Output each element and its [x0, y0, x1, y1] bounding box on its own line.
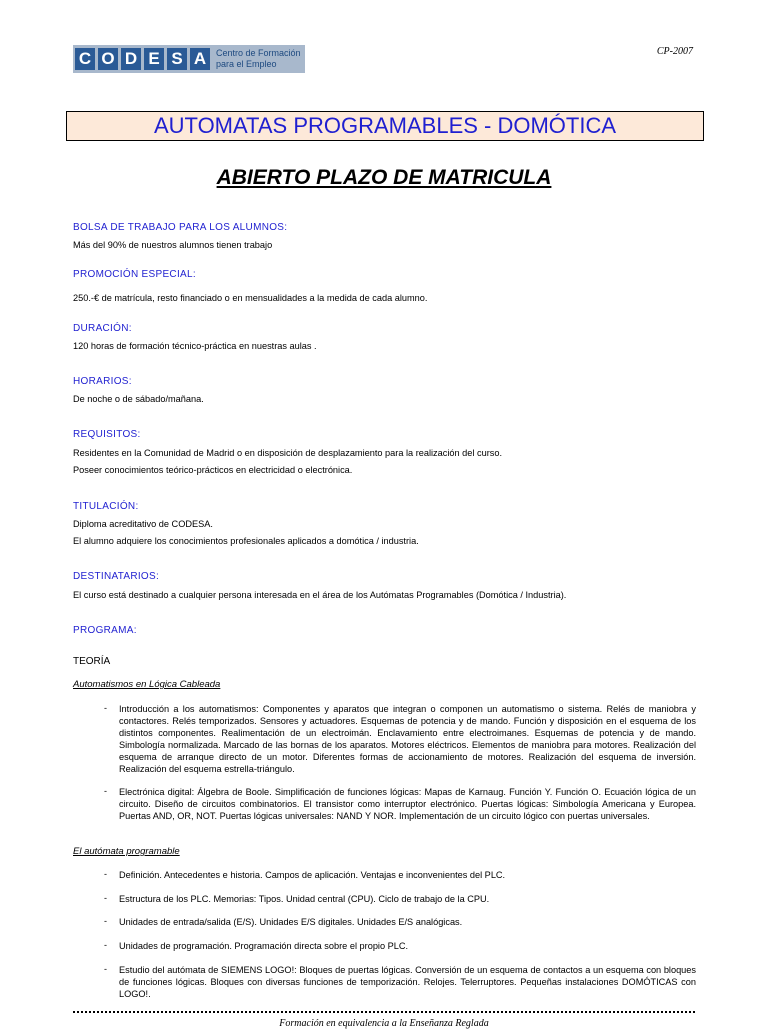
section-text-bolsa: Más del 90% de nuestros alumnos tienen trabajo [73, 240, 273, 250]
bullet: - [104, 916, 107, 926]
bullet: - [104, 964, 107, 974]
logo-letter: S [167, 48, 187, 70]
page-title: AUTOMATAS PROGRAMABLES - DOMÓTICA [66, 111, 704, 141]
section-heading-bolsa: BOLSA DE TRABAJO PARA LOS ALUMNOS: [73, 222, 288, 233]
section-heading-promocion: PROMOCIÓN ESPECIAL: [73, 269, 196, 280]
section-heading-horarios: HORARIOS: [73, 376, 132, 387]
footer-text: Formación en equivalencia a la Enseñanza Reglada [279, 1018, 489, 1029]
logo-letter: O [98, 48, 118, 70]
logo-letter: E [144, 48, 164, 70]
logo-subtitle-line-2: para el Empleo [216, 59, 277, 69]
section-heading-programa: PROGRAMA: [73, 625, 137, 636]
footer-divider [73, 1011, 695, 1013]
section-heading-destinatarios: DESTINATARIOS: [73, 571, 160, 582]
bullet: - [104, 786, 107, 796]
section-text-requisitos-2: Poseer conocimientos teórico-prácticos en electricidad o electrónica. [73, 465, 353, 475]
section-text-promocion: 250.-€ de matrícula, resto financiado o en mensualidades a la medida de cada alumno. [73, 293, 428, 303]
list-item: Definición. Antecedentes e historia. Campos de aplicación. Ventajas e inconvenientes del PLC. [119, 870, 506, 880]
list-item: Estructura de los PLC. Memorias: Tipos. Unidad central (CPU). Ciclo de trabajo de la CPU. [119, 894, 490, 904]
bullet: - [104, 940, 107, 950]
section-text-duracion: 120 horas de formación técnico-práctica en nuestras aulas . [73, 341, 317, 351]
list-item: Unidades de programación. Programación directa sobre el propio PLC. [119, 941, 409, 951]
section-text-titulacion-1: Diploma acreditativo de CODESA. [73, 519, 213, 529]
document-code: CP-2007 [656, 46, 693, 57]
section-text-titulacion-2: El alumno adquiere los conocimientos profesionales aplicados a domótica / industria. [73, 536, 419, 546]
logo-letters [75, 48, 210, 70]
subsection-heading-automatismos: Automatismos en Lógica Cableada [73, 679, 221, 690]
codesa-logo [73, 45, 305, 73]
section-text-horarios: De noche o de sábado/mañana. [73, 394, 204, 404]
subsection-heading-automata: El autómata programable [73, 846, 180, 857]
bullet: - [104, 703, 107, 713]
section-text-destinatarios: El curso está destinado a cualquier persona interesada en el área de los Autómatas Programables (Domótica / Industria). [73, 590, 567, 600]
logo-subtitle-line-1: Centro de Formación [216, 48, 301, 58]
section-heading-requisitos: REQUISITOS: [73, 429, 141, 440]
list-item: Electrónica digital: Álgebra de Boole. Simplificación de funciones lógicas: Mapas de Karnaug. Función Y. Función O. Ecuación lógica de un circuito. Diseño de circuitos combinatorios. El transistor como interruptor electrónico. Puertas lógicas: Simbología Americana y Europea. Puertas AND, OR, NOT. Puertas lógicas universales: NAND Y NOR. Implementación de un circuito lógico con puertas universales. [119, 787, 696, 821]
list-item: Introducción a los automatismos: Componentes y aparatos que integran o componen un automatismo o sistema. Relés de maniobra y contactores. Relés temporizados. Sensores y actuadores. Esquemas de potencia y de mando. Función y disposición en el esquema de los distintos componentes. Realimentación de un electroimán. Enclavamiento entre electroimanes. Esquemas de potencia y de mando. Simbología normalizada. Marcado de las bornas de los aparatos. Motores eléctricos. Elementos de maniobra para motores. Realización del esquema de arranque directo de un motor. Diferentes formas de accionamiento de motores. Realización del esquema de inversión. Realización del esquema estrella-triángulo. [119, 704, 696, 774]
list-item: Unidades de entrada/salida (E/S). Unidades E/S digitales. Unidades E/S analógicas. [119, 917, 463, 927]
page-subtitle: ABIERTO PLAZO DE MATRICULA [216, 166, 552, 189]
logo-letter: D [121, 48, 141, 70]
logo-subtitle [216, 48, 301, 70]
logo-letter: C [75, 48, 95, 70]
teoria-label: TEORÍA [73, 656, 111, 667]
section-text-requisitos-1: Residentes en la Comunidad de Madrid o en disposición de desplazamiento para la realización del curso. [73, 448, 503, 458]
logo-letter: A [190, 48, 210, 70]
section-heading-titulacion: TITULACIÓN: [73, 501, 139, 512]
section-heading-duracion: DURACIÓN: [73, 323, 132, 334]
list-item: Estudio del autómata de SIEMENS LOGO!: Bloques de puertas lógicas. Conversión de un esquema de contactos a un esquema con bloques de funciones lógicas. Bloques con diversas funciones de temporización. Relojes. Telerruptores. Pequeñas instalaciones DOMÓTICAS con LOGO!. [119, 965, 696, 999]
bullet: - [104, 893, 107, 903]
bullet: - [104, 869, 107, 879]
